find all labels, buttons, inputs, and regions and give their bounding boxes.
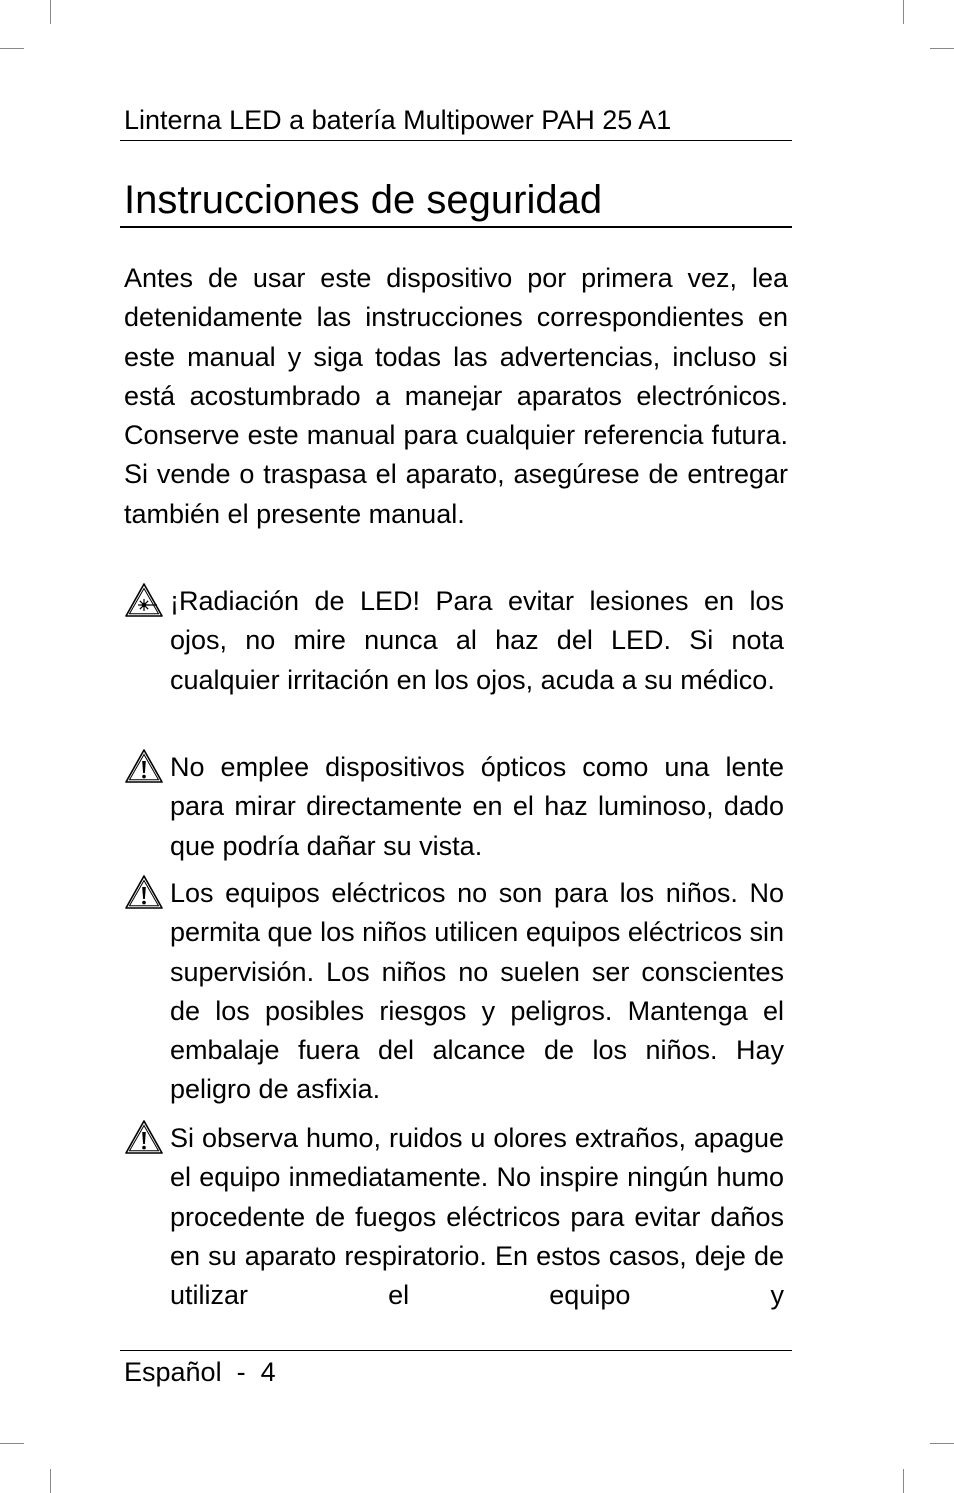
warning-item bbox=[124, 874, 784, 1110]
section-title: Instrucciones de seguridad bbox=[124, 178, 603, 222]
page-number: 4 bbox=[260, 1357, 276, 1387]
warning-item bbox=[124, 748, 784, 866]
crop-mark bbox=[903, 0, 904, 24]
header-divider bbox=[120, 140, 792, 141]
led-radiation-warning-icon bbox=[124, 582, 164, 618]
general-warning-icon bbox=[124, 748, 164, 784]
warning-text: No emplee dispositivos ópticos como una lente para mirar directamente en el haz luminoso, dado que podría dañar su vista. bbox=[170, 752, 784, 861]
crop-mark bbox=[0, 48, 24, 49]
intro-paragraph: Antes de usar este dispositivo por primera vez, lea detenidamente las instrucciones correspondientes en este manual y siga todas las advertencias, incluso si está acostumbrado a manejar aparatos electrónicos. Conserve este manual para cualquier referencia futura. Si vende o traspasa el aparato, asegúrese de entregar también el presente manual. bbox=[124, 263, 788, 529]
warning-text: Si observa humo, ruidos u olores extraños, apague el equipo inmediatamente. No inspire ningún humo procedente de fuegos eléctricos para evitar daños en su aparato respiratorio. En estos casos, deje de utilizar el equipo y bbox=[170, 1123, 784, 1311]
crop-mark bbox=[50, 0, 51, 24]
crop-mark bbox=[50, 1469, 51, 1493]
crop-mark bbox=[0, 1443, 24, 1444]
crop-mark bbox=[930, 48, 954, 49]
warning-text: ¡Radiación de LED! Para evitar lesiones en los ojos, no mire nunca al haz del LED. Si nota cualquier irritación en los ojos, acuda a su médico. bbox=[170, 586, 784, 695]
page-footer bbox=[124, 1354, 276, 1390]
general-warning-icon bbox=[124, 874, 164, 910]
footer-language: Español bbox=[124, 1357, 222, 1387]
general-warning-icon bbox=[124, 1119, 164, 1155]
section-title-divider bbox=[120, 226, 792, 228]
running-header: Linterna LED a batería Multipower PAH 25 A1 bbox=[124, 105, 672, 135]
warning-item bbox=[124, 582, 784, 700]
warning-text: Los equipos eléctricos no son para los niños. No permita que los niños utilicen equipos eléctricos sin supervisión. Los niños no suelen ser conscientes de los posibles riesgos y peligros. Mantenga el embalaje fuera del alcance de los niños. Hay peligro de asfixia. bbox=[170, 878, 784, 1105]
footer-divider bbox=[120, 1350, 792, 1351]
footer-separator: - bbox=[236, 1357, 246, 1387]
warning-item bbox=[124, 1119, 784, 1315]
crop-mark bbox=[930, 1443, 954, 1444]
crop-mark bbox=[903, 1469, 904, 1493]
